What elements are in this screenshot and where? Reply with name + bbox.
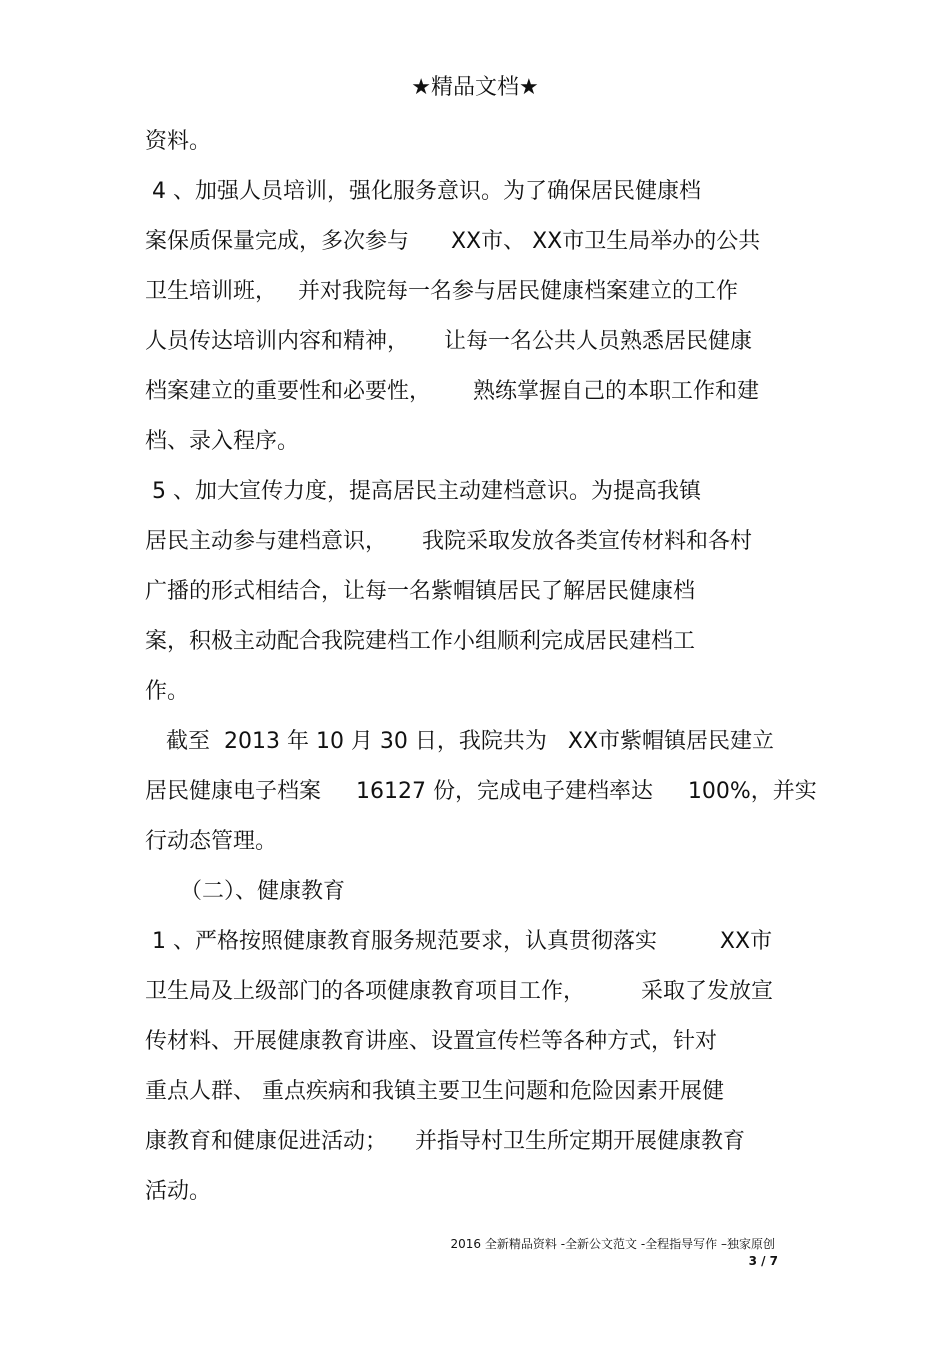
text-line: 截至 2013 年 10 月 30 日，我院共为 XX市紫帽镇居民建立 xyxy=(145,729,775,754)
text-line: 作。 xyxy=(145,679,190,704)
text-line: 传材料、开展健康教育讲座、设置宣传栏等各种方式，针对 xyxy=(145,1029,718,1054)
text-line: 康教育和健康促进活动； 并指导村卫生所定期开展健康教育 xyxy=(145,1129,745,1154)
text-line: 广播的形式相结合，让每一名紫帽镇居民了解居民健康档 xyxy=(145,579,696,604)
text-line: 案，积极主动配合我院建档工作小组顺利完成居民建档工 xyxy=(145,629,696,654)
text-line: 居民健康电子档案 16127 份，完成电子建档率达 100%，并实 xyxy=(145,779,817,804)
text-line: 人员传达培训内容和精神， 让每一名公共人员熟悉居民健康 xyxy=(145,329,752,354)
text-line: 5 、加大宣传力度，提高居民主动建档意识。为提高我镇 xyxy=(145,479,701,504)
text-line: 卫生培训班， 并对我院每一名参与居民健康档案建立的工作 xyxy=(145,279,738,304)
text-line: 卫生局及上级部门的各项健康教育项目工作， 采取了发放宣 xyxy=(145,979,773,1004)
text-line: 居民主动参与建档意识， 我院采取发放各类宣传材料和各村 xyxy=(145,529,752,554)
page-header: ★精品文档★ xyxy=(411,75,539,100)
page-number: 3 / 7 xyxy=(748,1254,778,1268)
section-heading: （二）、健康教育 xyxy=(145,879,345,904)
text-line: 4 、加强人员培训，强化服务意识。为了确保居民健康档 xyxy=(145,179,701,204)
text-line: 案保质保量完成，多次参与 XX市、 XX市卫生局举办的公共 xyxy=(145,229,761,254)
text-line: 行动态管理。 xyxy=(145,829,278,854)
text-line: 档、录入程序。 xyxy=(145,429,300,454)
text-line: 1 、严格按照健康教育服务规范要求，认真贯彻落实 XX市 xyxy=(145,929,773,954)
text-line: 活动。 xyxy=(145,1179,212,1204)
text-line: 资料。 xyxy=(145,129,212,154)
page-footer: 2016 全新精品资料 -全新公文范文 -全程指导写作 –独家原创 xyxy=(450,1237,775,1251)
text-line: 重点人群、 重点疾病和我镇主要卫生问题和危险因素开展健 xyxy=(145,1079,724,1104)
text-line: 档案建立的重要性和必要性， 熟练掌握自己的本职工作和建 xyxy=(145,379,759,404)
